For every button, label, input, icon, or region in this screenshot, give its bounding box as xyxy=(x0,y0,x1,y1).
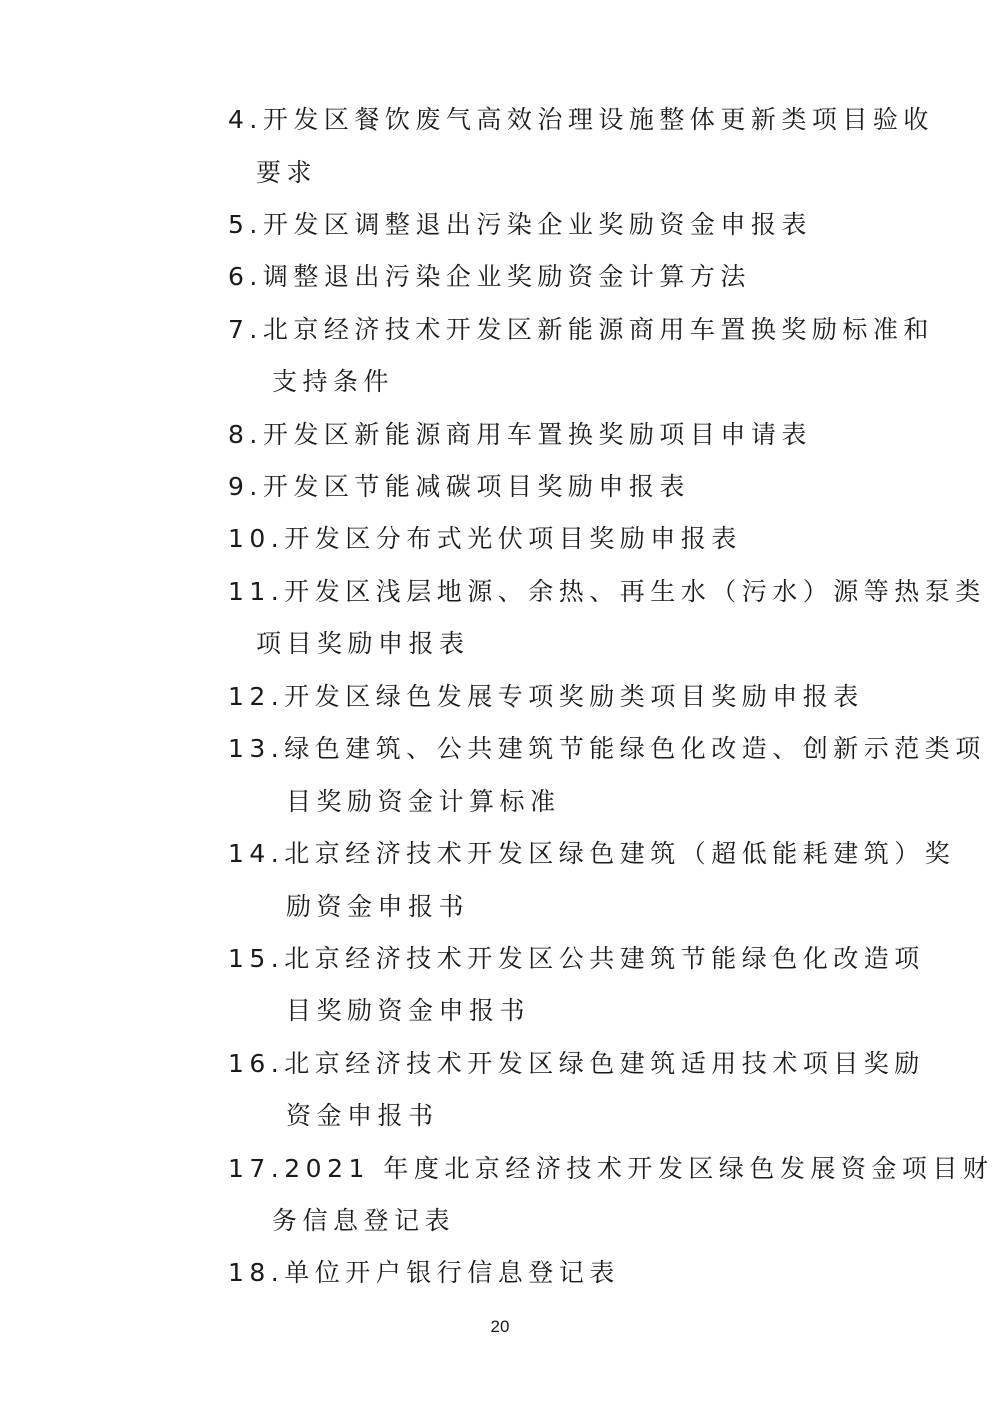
list-item-4-continuation: 要求 xyxy=(256,158,318,187)
list-item-16-continuation: 资金申报书 xyxy=(286,1101,439,1130)
list-item-11-continuation: 项目奖励申报表 xyxy=(256,629,470,658)
list-item-4: 4.开发区餐饮废气高效治理设施整体更新类项目验收 xyxy=(228,105,934,134)
list-item-16: 16.北京经济技术开发区绿色建筑适用技术项目奖励 xyxy=(228,1049,925,1078)
list-item-13: 13.绿色建筑、公共建筑节能绿色化改造、创新示范类项 xyxy=(228,734,986,763)
list-item-13-continuation: 目奖励资金计算标准 xyxy=(286,787,561,816)
list-item-18: 18.单位开户银行信息登记表 xyxy=(228,1258,620,1287)
list-item-5: 5.开发区调整退出污染企业奖励资金申报表 xyxy=(228,210,812,239)
list-item-9: 9.开发区节能减碳项目奖励申报表 xyxy=(228,472,690,501)
list-item-6: 6.调整退出污染企业奖励资金计算方法 xyxy=(228,262,751,291)
list-item-8: 8.开发区新能源商用车置换奖励项目申请表 xyxy=(228,420,812,449)
page-number: 20 xyxy=(490,1317,510,1336)
list-item-7-continuation: 支持条件 xyxy=(272,367,395,396)
list-item-12: 12.开发区绿色发展专项奖励类项目奖励申报表 xyxy=(228,682,864,711)
list-item-11: 11.开发区浅层地源、余热、再生水（污水）源等热泵类 xyxy=(228,577,986,606)
list-item-15-continuation: 目奖励资金申报书 xyxy=(286,996,531,1025)
list-item-10: 10.开发区分布式光伏项目奖励申报表 xyxy=(228,524,742,553)
list-item-14: 14.北京经济技术开发区绿色建筑（超低能耗建筑）奖 xyxy=(228,839,956,868)
list-item-14-continuation: 励资金申报书 xyxy=(286,892,470,921)
list-item-17: 17.2021 年度北京经济技术开发区绿色发展资金项目财 xyxy=(228,1154,994,1183)
list-item-17-continuation: 务信息登记表 xyxy=(272,1206,456,1235)
list-item-7: 7.北京经济技术开发区新能源商用车置换奖励标准和 xyxy=(228,315,934,344)
list-item-15: 15.北京经济技术开发区公共建筑节能绿色化改造项 xyxy=(228,944,925,973)
